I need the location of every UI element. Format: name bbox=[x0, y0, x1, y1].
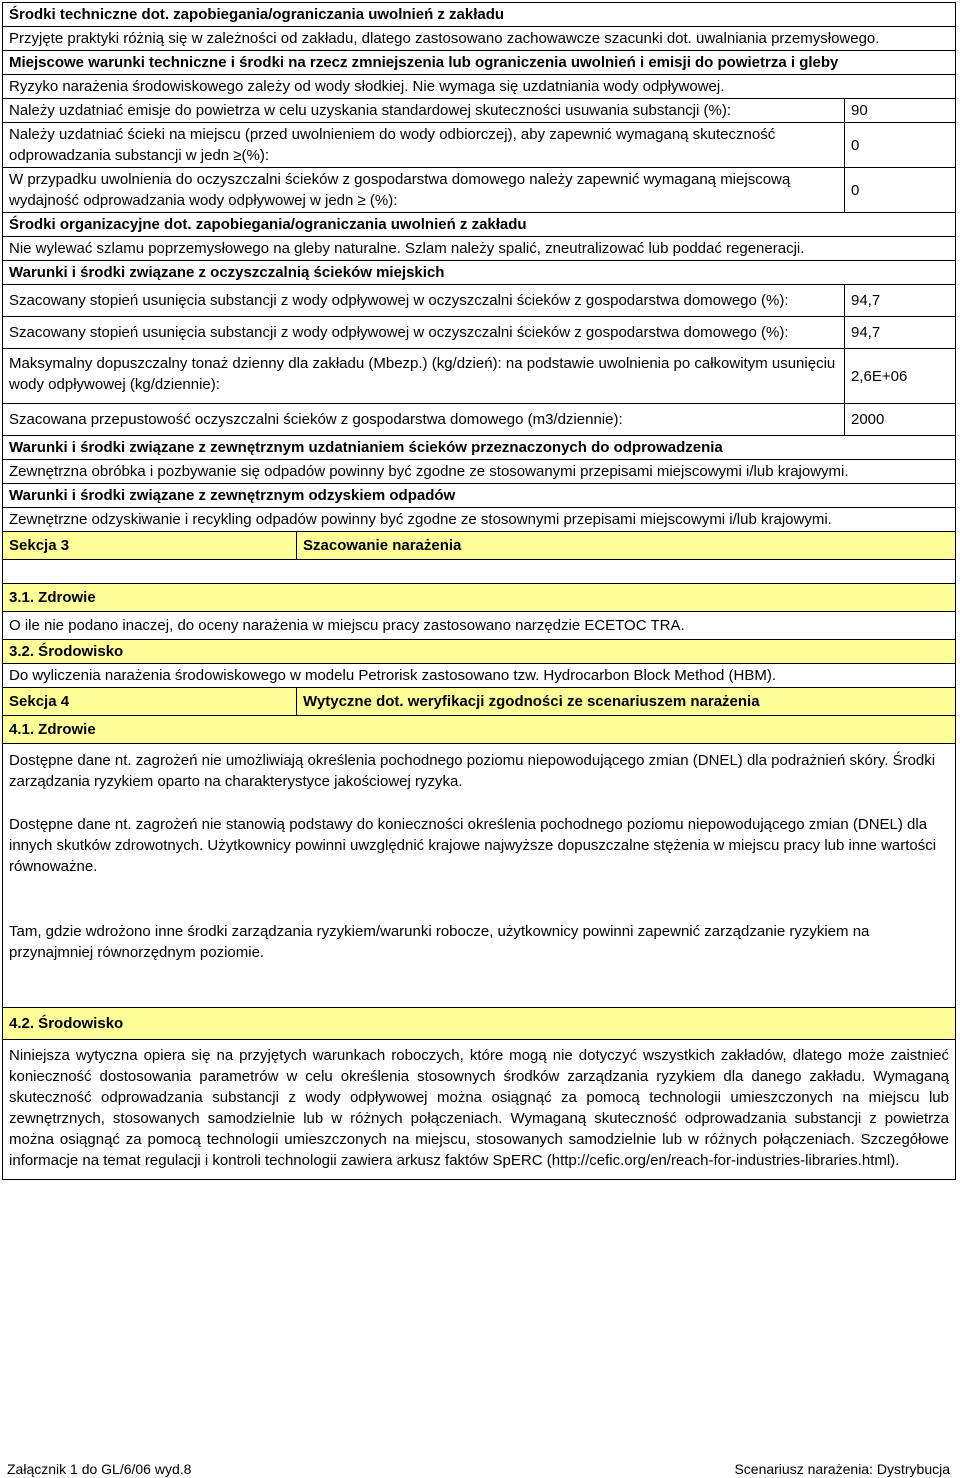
text-4-1-b: Dostępne dane nt. zagrożeń nie stanowią podstawy do konieczności określenia pochodnego poziomu niepowodującego zmian (DNEL) dla innych skutków zdrowotnych. Użytkownicy powinni uwzględnić krajowe najwyższe dopuszczalne stężenia w miejscu pracy lub inne wartości równoważne. bbox=[9, 816, 937, 875]
text-sludge: Nie wylewać szlamu poprzemysłowego na gleby naturalne. Szlam należy spalić, zneutralizować lub poddać regeneracji. bbox=[3, 237, 955, 261]
spacer bbox=[3, 560, 955, 584]
section-number: Sekcja 4 bbox=[3, 688, 297, 715]
param-row-stp-capacity bbox=[3, 404, 955, 436]
heading-local-conditions: Miejscowe warunki techniczne i środki na rzecz zmniejszenia lub ograniczenia uwolnień i emisji do powietrza i gleby bbox=[3, 51, 955, 75]
param-value: 0 bbox=[851, 181, 860, 199]
param-value: 2,6E+06 bbox=[851, 367, 908, 385]
text-4-1-c: Tam, gdzie wdrożono inne środki zarządzania ryzykiem/warunki robocze, użytkownicy powinni zapewnić zarządzanie ryzykiem na przynajmniej równorzędnym poziomie. bbox=[9, 923, 870, 961]
text-3-1: O ile nie podano inaczej, do oceny narażenia w miejscu pracy zastosowano narzędzie ECETOC TRA. bbox=[3, 612, 955, 640]
heading-external-treatment: Warunki i środki związane z zewnętrznym uzdatnianiem ścieków przeznaczonych do odprowadzenia bbox=[3, 436, 955, 460]
param-value: 90 bbox=[851, 102, 868, 119]
heading-technical-measures: Środki techniczne dot. zapobiegania/ograniczania uwolnień z zakładu bbox=[3, 3, 955, 27]
text-external-recovery: Zewnętrzne odzyskiwanie i recykling odpadów powinny być zgodne ze stosownymi przepisami miejscowymi i/lub krajowymi. bbox=[3, 508, 955, 532]
heading-municipal-stp: Warunki i środki związane z oczyszczalnią ścieków miejskich bbox=[3, 261, 955, 285]
heading-4-2: 4.2. Środowisko bbox=[3, 1008, 955, 1040]
param-row-stp-efficiency bbox=[3, 168, 955, 213]
param-value: 94,7 bbox=[851, 324, 881, 341]
param-label: Szacowany stopień usunięcia substancji z wody odpływowej w oczyszczalni ścieków z gospodarstwa domowego (%): bbox=[3, 317, 845, 348]
heading-external-recovery: Warunki i środki związane z zewnętrznym odzyskiem odpadów bbox=[3, 484, 955, 508]
param-row-removal-1 bbox=[3, 285, 955, 317]
footer-scenario: Scenariusz narażenia: Dystrybucja bbox=[734, 1461, 950, 1477]
param-row-max-tonnage bbox=[3, 349, 955, 404]
page-footer bbox=[7, 1461, 950, 1477]
param-label: Należy uzdatniać emisje do powietrza w celu uzyskania standardowej skuteczności usuwania substancji (%): bbox=[3, 99, 845, 122]
param-value: 2000 bbox=[851, 411, 885, 428]
footer-annex: Załącznik 1 do GL/6/06 wyd.8 bbox=[7, 1461, 192, 1477]
param-label: W przypadku uwolnienia do oczyszczalni ścieków z gospodarstwa domowego należy zapewnić wymaganą miejscową wydajność odprowadzania wody odpływowej w jedn ≥ (%): bbox=[3, 168, 845, 212]
param-value: 94,7 bbox=[851, 292, 881, 309]
param-row-air-emission bbox=[3, 99, 955, 123]
text-practices: Przyjęte praktyki różnią się w zależności od zakładu, dlatego zastosowano zachowawcze szacunki dot. uwalniania przemysłowego. bbox=[3, 27, 955, 51]
param-label: Szacowana przepustowość oczyszczalni ścieków z gospodarstwa domowego (m3/dziennie): bbox=[3, 404, 845, 435]
param-value: 0 bbox=[851, 136, 860, 154]
section-number: Sekcja 3 bbox=[3, 532, 297, 559]
heading-3-1: 3.1. Zdrowie bbox=[3, 584, 955, 612]
section-title: Szacowanie narażenia bbox=[303, 537, 462, 554]
text-4-1-a: Dostępne dane nt. zagrożeń nie umożliwiają określenia pochodnego poziomu niepowodującego zmian (DNEL) dla podrażnień skóry. Środki zarządzania ryzykiem oparto na charakterystyce jakościowej ryzyka. bbox=[9, 752, 936, 790]
param-label: Szacowany stopień usunięcia substancji z wody odpływowej w oczyszczalni ścieków z gospodarstwa domowego (%): bbox=[3, 285, 845, 316]
heading-3-2: 3.2. Środowisko bbox=[3, 640, 955, 664]
section-title: Wytyczne dot. weryfikacji zgodności ze scenariuszem narażenia bbox=[303, 693, 760, 710]
text-external-treatment: Zewnętrzna obróbka i pozbywanie się odpadów powinny być zgodne ze stosowanymi przepisami miejscowymi i/lub krajowymi. bbox=[3, 460, 955, 484]
document-table bbox=[2, 2, 956, 1180]
param-row-wastewater-onsite bbox=[3, 123, 955, 168]
param-label: Maksymalny dopuszczalny tonaż dzienny dla zakładu (Mbezp.) (kg/dzień): na podstawie uwolnienia po całkowitym usunięciu wody odpływowej (kg/dziennie): bbox=[3, 349, 845, 403]
text-3-2: Do wyliczenia narażenia środowiskowego w modelu Petrorisk zastosowano tzw. Hydrocarbon Block Method (HBM). bbox=[3, 664, 955, 688]
text-4-1-block bbox=[3, 744, 955, 1008]
text-freshwater-risk: Ryzyko narażenia środowiskowego zależy od wody słodkiej. Nie wymaga się uzdatniania wody odpływowej. bbox=[3, 75, 955, 99]
text-4-2: Niniejsza wytyczna opiera się na przyjętych warunkach roboczych, które mogą nie dotyczyć wszystkich zakładów, dlatego może zaistnieć konieczność dostosowania parametrów w celu określenia stosownych środków zarządzania ryzykiem dla danego zakładu. Wymaganą skuteczność odprowadzania substancji z wody odpływowej można osiągnąć za pomocą technologii umieszczonych na miejscu lub zewnętrznych, stosowanych samodzielnie lub w różnych połączeniach. Wymaganą skuteczność odprowadzania substancji z powietrza można osiągnąć za pomocą technologii umieszczonych na miejscu, stosowanych samodzielnie lub w różnych połączeniach. Szczegółowe informacje na temat regulacji i kontroli technologii zawiera arkusz faktów SpERC (http://cefic.org/en/reach-for-industries-libraries.html). bbox=[9, 1047, 949, 1169]
heading-4-1: 4.1. Zdrowie bbox=[3, 716, 955, 744]
section-4-header bbox=[3, 688, 955, 716]
heading-organizational-measures: Środki organizacyjne dot. zapobiegania/ograniczania uwolnień z zakładu bbox=[3, 213, 955, 237]
param-row-removal-2 bbox=[3, 317, 955, 349]
param-label: Należy uzdatniać ścieki na miejscu (przed uwolnieniem do wody odbiorczej), aby zapewnić wymaganą skuteczność odprowadzania substancji w jedn ≥(%): bbox=[3, 123, 845, 167]
section-3-header bbox=[3, 532, 955, 560]
